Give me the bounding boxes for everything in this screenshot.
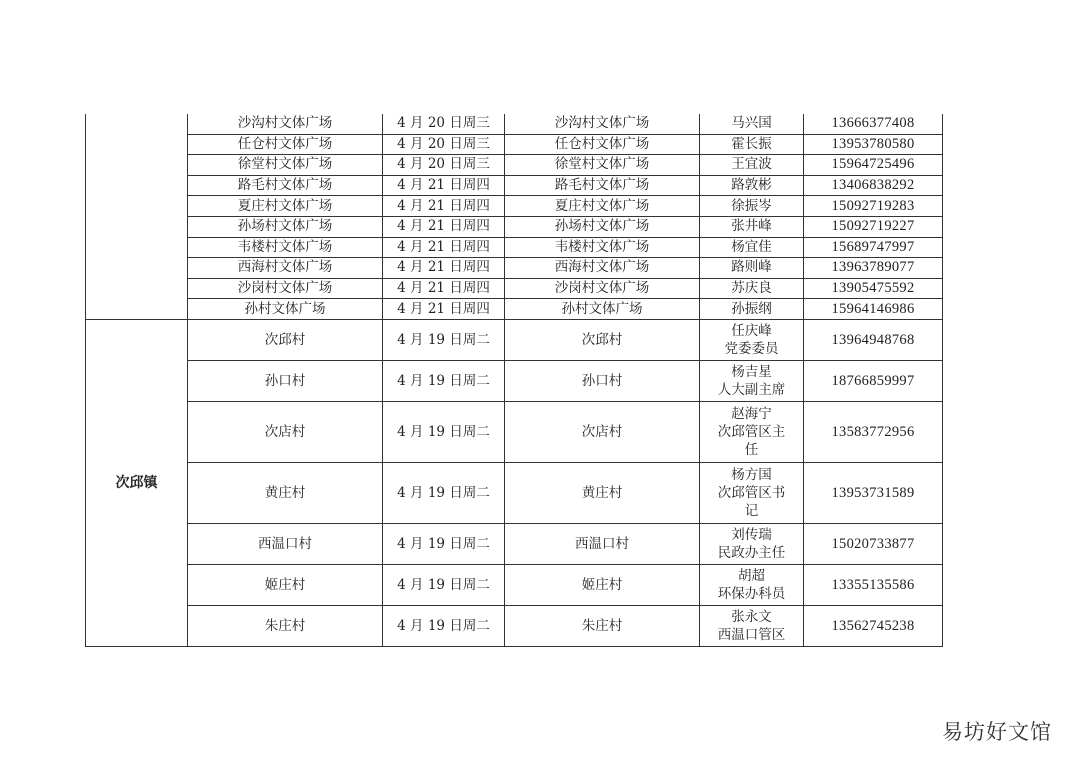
table-row [86, 605, 943, 646]
town-name-cell: 次邱镇 [86, 319, 188, 646]
site-cell: 姬庄村 [188, 564, 383, 605]
contact-line: 杨吉星 [731, 363, 772, 380]
contact-cell [700, 564, 804, 605]
table-row [86, 175, 943, 196]
contact-line: 记 [744, 502, 759, 519]
site-cell: 任仓村文体广场 [188, 134, 383, 155]
venue-cell: 夏庄村文体广场 [505, 196, 700, 217]
table-row [86, 155, 943, 176]
phone-cell: 13953780580 [804, 134, 943, 155]
contact-line: 西温口管区 [717, 626, 786, 643]
phone-cell: 13583772956 [804, 401, 943, 462]
site-cell: 徐堂村文体广场 [188, 155, 383, 176]
contact-line: 任 [744, 441, 759, 458]
contact-cell: 路则峰 [700, 258, 804, 279]
contact-cell: 杨宜佳 [700, 237, 804, 258]
table-row [86, 216, 943, 237]
schedule-table [85, 114, 943, 647]
contact-line: 张永文 [731, 608, 772, 625]
venue-cell: 路毛村文体广场 [505, 175, 700, 196]
contact-line: 胡超 [738, 567, 765, 584]
contact-cell: 张井峰 [700, 216, 804, 237]
contact-line: 人大副主席 [717, 381, 786, 398]
date-cell: 4 月 21 日周四 [383, 299, 505, 320]
table-row [86, 360, 943, 401]
venue-cell: 西海村文体广场 [505, 258, 700, 279]
venue-cell: 沙沟村文体广场 [505, 114, 700, 134]
contact-line: 环保办科员 [717, 585, 786, 602]
site-cell: 夏庄村文体广场 [188, 196, 383, 217]
phone-cell: 13562745238 [804, 605, 943, 646]
contact-line: 次邱管区书 [717, 484, 786, 501]
venue-cell: 黄庄村 [505, 462, 700, 523]
phone-cell: 13406838292 [804, 175, 943, 196]
table-row [86, 114, 943, 134]
date-cell: 4 月 20 日周三 [383, 114, 505, 134]
venue-cell: 任仓村文体广场 [505, 134, 700, 155]
site-cell: 沙沟村文体广场 [188, 114, 383, 134]
table-row [86, 523, 943, 564]
site-cell: 孙村文体广场 [188, 299, 383, 320]
contact-cell: 苏庆良 [700, 278, 804, 299]
contact-cell: 孙振纲 [700, 299, 804, 320]
venue-cell: 孙村文体广场 [505, 299, 700, 320]
venue-cell: 西温口村 [505, 523, 700, 564]
date-cell: 4 月 20 日周三 [383, 134, 505, 155]
table-row [86, 401, 943, 462]
contact-cell: 王宜波 [700, 155, 804, 176]
site-cell: 朱庄村 [188, 605, 383, 646]
date-cell: 4 月 19 日周二 [383, 360, 505, 401]
table-row [86, 564, 943, 605]
venue-cell: 孙口村 [505, 360, 700, 401]
contact-line: 次邱管区主 [717, 423, 786, 440]
venue-cell: 次店村 [505, 401, 700, 462]
watermark-text: 易坊好文馆 [942, 720, 1052, 744]
date-cell: 4 月 21 日周四 [383, 258, 505, 279]
phone-cell: 13953731589 [804, 462, 943, 523]
phone-cell: 15020733877 [804, 523, 943, 564]
phone-cell: 15964725496 [804, 155, 943, 176]
table-row [86, 278, 943, 299]
phone-cell: 13905475592 [804, 278, 943, 299]
contact-line: 任庆峰 [731, 322, 772, 339]
town-cell-empty [86, 114, 188, 319]
date-cell: 4 月 19 日周二 [383, 319, 505, 360]
date-cell: 4 月 21 日周四 [383, 175, 505, 196]
venue-cell: 韦楼村文体广场 [505, 237, 700, 258]
contact-cell [700, 319, 804, 360]
phone-cell: 15092719283 [804, 196, 943, 217]
site-cell: 孙场村文体广场 [188, 216, 383, 237]
phone-cell: 13355135586 [804, 564, 943, 605]
phone-cell: 13964948768 [804, 319, 943, 360]
date-cell: 4 月 20 日周三 [383, 155, 505, 176]
date-cell: 4 月 19 日周二 [383, 523, 505, 564]
contact-line: 民政办主任 [717, 544, 786, 561]
date-cell: 4 月 19 日周二 [383, 564, 505, 605]
date-cell: 4 月 21 日周四 [383, 237, 505, 258]
venue-cell: 朱庄村 [505, 605, 700, 646]
site-cell: 沙岗村文体广场 [188, 278, 383, 299]
contact-cell: 徐振岑 [700, 196, 804, 217]
contact-line: 杨方国 [731, 466, 772, 483]
venue-cell: 次邱村 [505, 319, 700, 360]
phone-cell: 13666377408 [804, 114, 943, 134]
site-cell: 黄庄村 [188, 462, 383, 523]
contact-cell: 路敦彬 [700, 175, 804, 196]
contact-cell: 霍长振 [700, 134, 804, 155]
site-cell: 路毛村文体广场 [188, 175, 383, 196]
date-cell: 4 月 21 日周四 [383, 278, 505, 299]
venue-cell: 徐堂村文体广场 [505, 155, 700, 176]
site-cell: 次邱村 [188, 319, 383, 360]
contact-line: 刘传瑞 [731, 526, 772, 543]
table-row [86, 134, 943, 155]
phone-cell: 15092719227 [804, 216, 943, 237]
contact-cell: 马兴国 [700, 114, 804, 134]
site-cell: 韦楼村文体广场 [188, 237, 383, 258]
table-row [86, 196, 943, 217]
site-cell: 次店村 [188, 401, 383, 462]
date-cell: 4 月 21 日周四 [383, 196, 505, 217]
contact-line: 党委委员 [724, 340, 779, 357]
phone-cell: 15689747997 [804, 237, 943, 258]
schedule-table-body [86, 114, 943, 646]
venue-cell: 孙场村文体广场 [505, 216, 700, 237]
table-row [86, 237, 943, 258]
contact-cell [700, 462, 804, 523]
venue-cell: 姬庄村 [505, 564, 700, 605]
table-row [86, 299, 943, 320]
contact-cell [700, 523, 804, 564]
date-cell: 4 月 21 日周四 [383, 216, 505, 237]
contact-line: 赵海宁 [731, 405, 772, 422]
site-cell: 西温口村 [188, 523, 383, 564]
site-cell: 西海村文体广场 [188, 258, 383, 279]
date-cell: 4 月 19 日周二 [383, 605, 505, 646]
phone-cell: 18766859997 [804, 360, 943, 401]
contact-cell [700, 360, 804, 401]
table-row [86, 319, 943, 360]
site-cell: 孙口村 [188, 360, 383, 401]
venue-cell: 沙岗村文体广场 [505, 278, 700, 299]
contact-cell [700, 401, 804, 462]
date-cell: 4 月 19 日周二 [383, 462, 505, 523]
table-row [86, 462, 943, 523]
phone-cell: 15964146986 [804, 299, 943, 320]
phone-cell: 13963789077 [804, 258, 943, 279]
table-row [86, 258, 943, 279]
contact-cell [700, 605, 804, 646]
date-cell: 4 月 19 日周二 [383, 401, 505, 462]
